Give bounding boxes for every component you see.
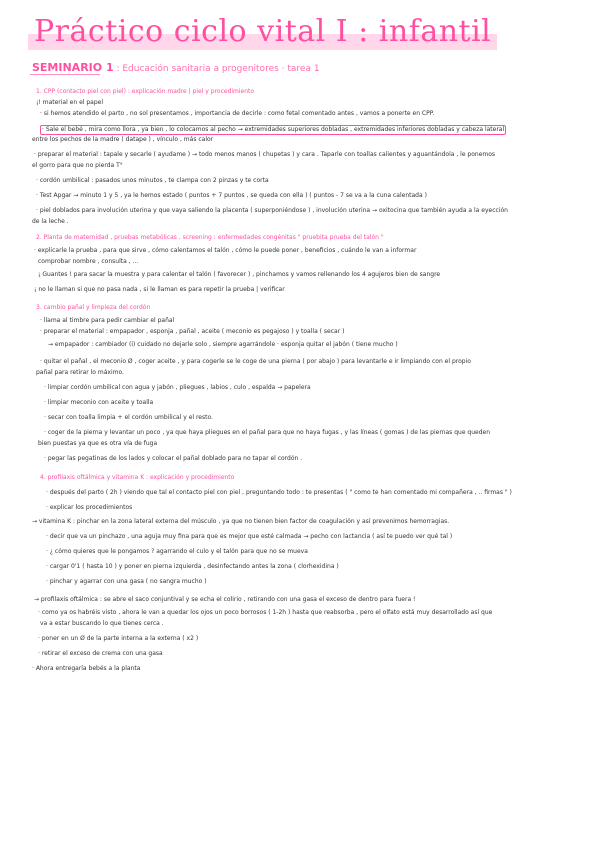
note-line: · cargar 0'1 ( hasta 10 ) y poner en pierna izquierda , desinfectando antes la zona ( clorhexidina ) bbox=[46, 563, 339, 570]
note-line: bien puestas ya que es otra vía de fuga bbox=[38, 440, 158, 447]
note-line: · coger de la pierna y levantar un poco , ya que haya pliegues en el pañal para que no haya fugas , y las líneas ( gomas ) de las piernas que queden bbox=[44, 429, 491, 436]
section-heading: 1. CPP (contacto piel con piel) : explicación madre | piel y procedimiento bbox=[36, 88, 255, 95]
seminar-subtitle: : Educación sanitaria a progenitores · tarea 1 bbox=[116, 64, 320, 74]
note-line: · explicar los procedimientos bbox=[46, 504, 133, 511]
note-line: · si hemos atendido el parto , no sol presentamos , importancia de decirle : como fetal comentado antes , vamos a ponerte en CPP. bbox=[40, 110, 435, 117]
note-line: · quitar el pañal , el meconio Ø , coger aceite , y para cogerle se le coge de una pierna ( por abajo ) para levantarle e ir limpiando con el propio bbox=[40, 358, 471, 365]
seminar-heading bbox=[32, 61, 320, 74]
note-line: ¡ Guantes ! para sacar la muestra y para calentar el talón ( favorecer ) , pinchamos y vamos rellenando los 4 agujeros bien de sangre bbox=[38, 271, 441, 278]
note-line: → vitamina K : pinchar en la zona lateral externa del músculo , ya que no tienen bien factor de coagulación y así prevenimos hemorragias. bbox=[32, 518, 450, 525]
note-line: entre los pechos de la madre ( datape ) , vínculo , más calor bbox=[32, 136, 214, 143]
note-line: · Sale el bebé , mira como llora , ya bien , lo colocamos al pecho → extremidades superiores dobladas , extremidades inferiores dobladas y cabeza lateral bbox=[42, 126, 505, 133]
section-heading: 4. profilaxis oftálmica y vitamina K : explicación y procedimiento bbox=[40, 474, 235, 481]
note-line: comprobar nombre , consulta , ... bbox=[38, 258, 139, 265]
note-line: · cordón umbilical : pasados unos minutos , te clampa con 2 pinzas y te corta bbox=[36, 177, 269, 184]
note-line: → empapador : cambiador (i) cuidado no dejarle solo , siempre agarrándole · esponja quitar el jabón ( tiene mucho ) bbox=[48, 341, 398, 348]
note-line: · piel doblados para involución uterina y que vaya saliendo la placenta ( superponiéndose ) , involución uterina → oxitocina que también ayuda a la eyección bbox=[36, 207, 508, 214]
note-line: → profilaxis oftálmica : se abre el saco conjuntival y se echa el colirio , retirando con una gasa el exceso de dentro para fuera ! bbox=[34, 596, 416, 603]
note-line: · pinchar y agarrar con una gasa ( no sangra mucho ) bbox=[46, 578, 207, 585]
note-line: el gorro para que no pierda T° bbox=[32, 162, 123, 169]
seminar-label: SEMINARIO 1 bbox=[32, 61, 114, 74]
page-title: Práctico ciclo vital I : infantil bbox=[28, 14, 497, 50]
note-line: de la leche . bbox=[32, 218, 69, 225]
note-line: · ¿ cómo quieres que le pongamos ? agarrando el culo y el talón para que no se mueva bbox=[46, 548, 308, 555]
section-heading: 3. cambio pañal y limpieza del cordón bbox=[36, 304, 151, 311]
note-line: · preparar el material : tapale y secarle ( ayudame ) → todo menos manos ( chupetas ) y cara . Taparle con toallas calientes y aguantándola , le ponemos bbox=[34, 151, 496, 158]
note-line: ¡ no le llaman si que no pasa nada , si le llaman es para repetir la prueba | verificar bbox=[34, 286, 285, 293]
note-line: · Ahora entregaría bebés a la planta bbox=[32, 665, 141, 672]
section-heading: 2. Planta de maternidad , pruebas metabólicas , screening : enfermedades congénitas " pruebita prueba del talón " bbox=[36, 234, 384, 241]
note-line: · poner en un Ø de la parte interna a la externa ( x2 ) bbox=[38, 635, 199, 642]
note-line: · limpiar cordón umbilical con agua y jabón , pliegues , labios , culo , espalda → papelera bbox=[44, 384, 311, 391]
note-line: · Test Apgar → minuto 1 y 5 , ya le hemos estado ( puntos + 7 puntos , se queda con ella ) ( puntos - 7 se va a la cuna calentada ) bbox=[36, 192, 427, 199]
seminar-underline bbox=[30, 74, 100, 75]
note-line: · explicarle la prueba , para que sirve , cómo calentamos el talón , cómo le puede poner , beneficios , cuándo le van a informar bbox=[34, 247, 417, 254]
note-line: · preparar el material : empapador , esponja , pañal , aceite ( meconio es pegajoso ) y toalla ( secar ) bbox=[40, 328, 345, 335]
note-line: · decir que va un pinchazo , una aguja muy fina para que es mejor que esté calmada → pecho con lactancia ( así te puedo ver qué tal ) bbox=[46, 533, 453, 540]
note-line: pañal para retirar lo máximo. bbox=[36, 369, 124, 376]
note-line: · como ya os habréis visto , ahora le van a quedar los ojos un poco borrosos ( 1-2h ) hasta que reabsorba , pero el olfato está muy desarrollado así que bbox=[38, 609, 493, 616]
note-line: · retirar el exceso de crema con una gasa bbox=[38, 650, 163, 657]
note-line: · pegar las pegatinas de los lados y colocar el pañal doblado para no tapar el cordón . bbox=[44, 455, 303, 462]
note-line: va a estar buscando lo que tienes cerca . bbox=[40, 620, 164, 627]
note-line: · llama al timbre para pedir cambiar el pañal bbox=[40, 317, 175, 324]
note-line: · limpiar meconio con aceite y toalla bbox=[44, 399, 154, 406]
note-line: ¡! material en el papel bbox=[36, 99, 103, 106]
note-line: · secar con toalla limpia + el cordón umbilical y el resto. bbox=[44, 414, 213, 421]
note-line: · después del parto ( 2h ) viendo que tal el contacto piel con piel , preguntando todo : te presentas ( " como te han comentado mi compañera , .. firmas " ) bbox=[46, 489, 512, 496]
